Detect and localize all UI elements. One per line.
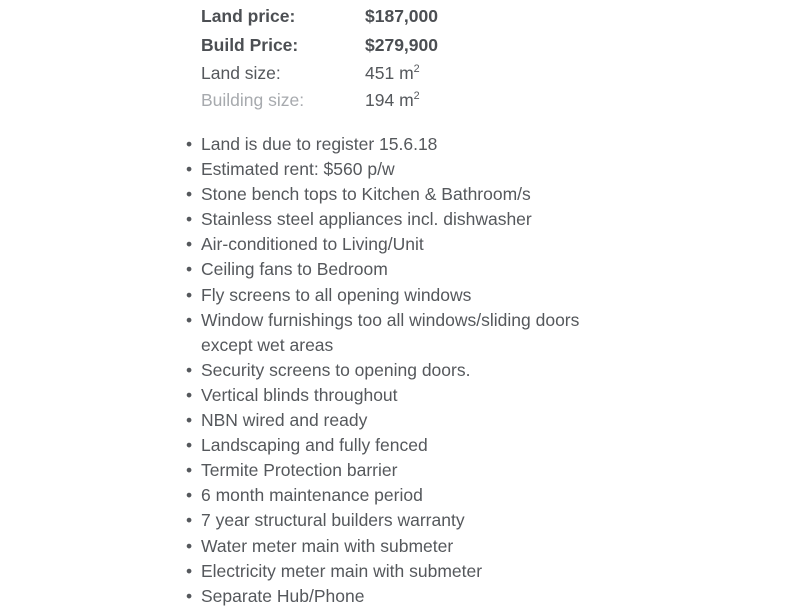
feature-list-item — [186, 534, 621, 559]
feature-text: Landscaping and fully fenced — [201, 435, 428, 456]
bullet-icon: • — [186, 485, 193, 506]
spec-value-number: $187,000 — [365, 6, 438, 26]
spec-value-number: 194 — [365, 90, 395, 110]
property-spec-table — [201, 2, 438, 114]
bullet-icon: • — [186, 460, 193, 481]
bullet-icon: • — [186, 410, 193, 431]
feature-text: 7 year structural builders warranty — [201, 510, 465, 531]
spec-value — [365, 60, 438, 87]
feature-text: Air-conditioned to Living/Unit — [201, 234, 424, 255]
feature-text: Separate Hub/Phone — [201, 585, 365, 606]
feature-list-item — [186, 232, 621, 257]
feature-list-item — [186, 283, 621, 308]
bullet-icon: • — [186, 535, 193, 556]
feature-list-item — [186, 408, 621, 433]
feature-text: Ceiling fans to Bedroom — [201, 259, 388, 280]
bullet-icon: • — [186, 184, 193, 205]
feature-text: NBN wired and ready — [201, 410, 368, 431]
bullet-icon: • — [186, 159, 193, 180]
bullet-icon: • — [186, 435, 193, 456]
bullet-icon: • — [186, 209, 193, 230]
feature-list-item — [186, 182, 621, 207]
bullet-icon: • — [186, 284, 193, 305]
feature-list-item — [186, 559, 621, 584]
feature-list-item — [186, 257, 621, 282]
feature-text: Electricity meter main with submeter — [201, 560, 483, 581]
feature-list-item — [186, 584, 621, 609]
feature-text: Fly screens to all opening windows — [201, 284, 472, 305]
spec-row — [201, 31, 438, 60]
spec-value — [365, 31, 438, 60]
feature-list-item — [186, 207, 621, 232]
spec-value-unit: m — [399, 63, 414, 83]
spec-label: Land price: — [201, 6, 296, 26]
feature-text: 6 month maintenance period — [201, 485, 423, 506]
bullet-icon: • — [186, 510, 193, 531]
spec-value-number: $279,900 — [365, 35, 438, 55]
feature-text: Estimated rent: $560 p/w — [201, 159, 395, 180]
feature-list-item — [186, 433, 621, 458]
feature-text: Termite Protection barrier — [201, 460, 398, 481]
feature-list-item — [186, 358, 621, 383]
spec-label: Land size: — [201, 63, 281, 83]
property-feature-list — [186, 132, 746, 609]
spec-value — [365, 87, 438, 114]
bullet-icon: • — [186, 134, 193, 154]
bullet-icon: • — [186, 234, 193, 255]
feature-list-item — [186, 508, 621, 533]
feature-list-item — [186, 157, 621, 182]
feature-text: Security screens to opening doors. — [201, 359, 471, 380]
feature-list-item — [186, 458, 621, 483]
spec-row — [201, 87, 438, 114]
bullet-icon: • — [186, 359, 193, 380]
spec-value-exponent: 2 — [413, 63, 420, 76]
feature-list-item — [186, 383, 621, 408]
spec-value-unit: m — [399, 90, 414, 110]
bullet-icon: • — [186, 384, 193, 405]
bullet-icon: • — [186, 560, 193, 581]
feature-text: Vertical blinds throughout — [201, 384, 398, 405]
bullet-icon: • — [186, 309, 193, 330]
feature-text: Stone bench tops to Kitchen & Bathroom/s — [201, 184, 531, 205]
feature-text: Window furnishings too all windows/sliding doors except wet areas — [201, 309, 580, 355]
feature-list-item — [186, 308, 621, 358]
spec-value-number: 451 — [365, 63, 395, 83]
feature-text: Stainless steel appliances incl. dishwasher — [201, 209, 532, 230]
spec-label: Building size: — [201, 90, 305, 110]
spec-row — [201, 60, 438, 87]
feature-text: Water meter main with submeter — [201, 535, 454, 556]
feature-list-item — [186, 132, 621, 157]
bullet-icon: • — [186, 585, 193, 606]
spec-row — [201, 2, 438, 31]
feature-list-item — [186, 483, 621, 508]
bullet-icon: • — [186, 259, 193, 280]
property-listing-panel — [186, 0, 746, 609]
spec-value-exponent: 2 — [413, 90, 420, 103]
feature-text: Land is due to register 15.6.18 — [201, 134, 438, 154]
spec-table-body — [201, 2, 438, 114]
spec-label: Build Price: — [201, 35, 299, 55]
spec-value — [365, 2, 438, 31]
